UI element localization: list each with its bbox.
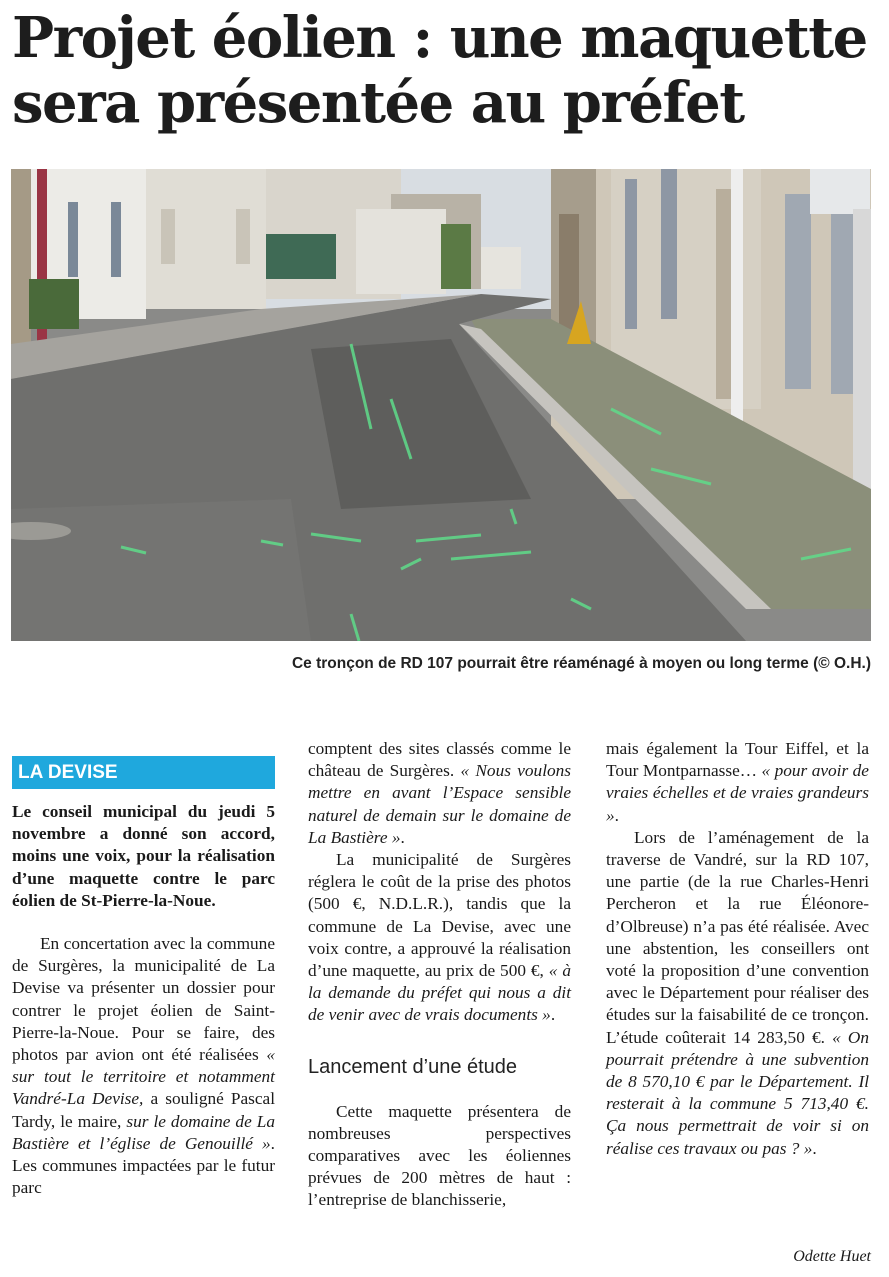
headline <box>12 6 882 136</box>
section-kicker: LA DEVISE <box>12 756 275 789</box>
article-column-1 <box>12 738 275 1199</box>
article-paragraph: Cette maquette présentera de nombreuses perspectives comparatives avec les éoliennes prévues de 200 mètres de haut : l’entreprise de blanchisserie, <box>308 1101 571 1210</box>
article-paragraph: mais également la Tour Eiffel, et la Tour Montparnasse… « pour avoir de vraies échelles et de vraies grandeurs ». <box>606 739 869 825</box>
article-lead: Le conseil municipal du jeudi 5 novembre a donné son accord, moins une voix, pour la réalisation d’une maquette contre le parc éolien de St-Pierre-la-Noue. <box>12 802 275 910</box>
article-paragraph: comptent des sites classés comme le château de Surgères. « Nous voulons mettre en avant l’Espace sensible naturel de demain sur le domaine de La Bastière ». <box>308 739 572 847</box>
article-paragraph: Lors de l’aménagement de la traverse de Vandré, sur la RD 107, une partie (de la rue Charles-Henri Percheron et la rue Éléonore-d’Olbreuse) n’a pas été réalisée. Avec une abstention, les conseillers ont voté la proposition d’une convention avec le Département pour réaliser des études sur la faisabilité de ce tronçon. L’étude coûterait 14 283,50 €. « On pourrait prétendre à une subvention de 8 570,10 € par le Département. Il resterait à la commune 5 713,40 €. Ça nous permettrait de voir si on réalise ces travaux ou pas ? ». <box>606 827 869 1158</box>
article-column-3 <box>606 738 869 1160</box>
street-photo <box>11 169 871 641</box>
headline-line-1: Projet éolien : une maquette <box>12 5 867 71</box>
photo-caption: Ce tronçon de RD 107 pourrait être réaménagé à moyen ou long terme (© O.H.) <box>291 655 871 672</box>
article-paragraph: La municipalité de Surgères réglera le coût de la prise des photos (500 €, N.D.L.R.), tandis que la commune de La Devise, avec une voix contre, a approuvé la réalisation d’une maquette, au prix de 500 €, « à la demande du préfet qui nous a dit de venir avec de vrais documents ». <box>308 850 571 1025</box>
author-signature: Odette Huet <box>793 1248 871 1265</box>
headline-line-2: sera présentée au préfet <box>12 70 744 136</box>
article-paragraph: En concertation avec la commune de Surgères, la municipalité de La Devise va présenter un dossier pour contrer le projet éolien de Saint-Pierre-la-Noue. Pour se faire, des photos par avion ont été réalisées « sur tout le territoire et notamment Vandré-La Devise, a souligné Pascal Tardy, le maire, sur le domaine de La Bastière et l’église de Genouillé ». Les communes impactées par le futur parc <box>12 934 276 1198</box>
article-subheading: Lancement d’une étude <box>308 1055 518 1078</box>
article-column-2 <box>308 738 571 1212</box>
